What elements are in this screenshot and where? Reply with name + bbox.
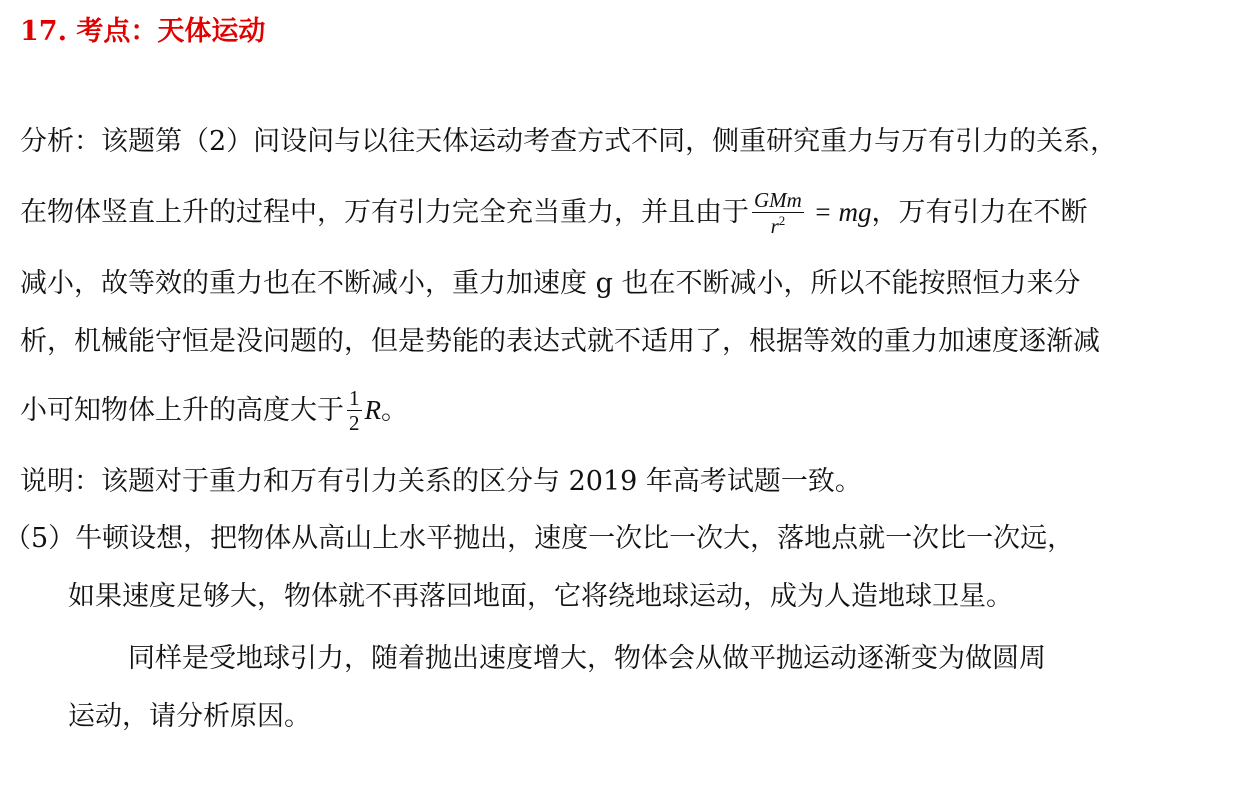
question-5-line-2: 如果速度足够大，物体就不再落回地面，它将绕地球运动，成为人造地球卫星。	[68, 581, 1013, 612]
analysis-line-2-post: ，万有引力在不断	[871, 197, 1088, 228]
half-numerator: 1	[349, 386, 360, 411]
analysis-line-5	[20, 380, 408, 440]
gravity-formula-numerator: GMm	[754, 187, 802, 212]
question-5-line-4: 运动，请分析原因。	[68, 701, 311, 732]
analysis-line-5-pre: 小可知物体上升的高度大于	[20, 395, 344, 426]
analysis-line-2-pre: 在物体竖直上升的过程中，万有引力完全充当重力，并且由于	[20, 197, 749, 228]
question-5-line-3: 同样是受地球引力，随着抛出速度增大，物体会从做平抛运动逐渐变为做圆周	[128, 643, 1046, 674]
question-5-line-1: （5）牛顿设想，把物体从高山上水平抛出，速度一次比一次大，落地点就一次比一次远，	[4, 523, 1075, 554]
half-fraction	[347, 387, 362, 435]
gravity-formula-den-exp: 2	[778, 212, 786, 228]
section-title: 17. 考点：天体运动	[20, 16, 266, 47]
analysis-line-1: 分析：该题第（2）问设问与以往天体运动考查方式不同，侧重研究重力与万有引力的关系，	[20, 126, 1118, 157]
gravity-formula-fraction	[752, 189, 804, 238]
half-denominator: 2	[349, 411, 360, 436]
analysis-line-2	[20, 182, 1088, 242]
radius-variable: R	[364, 395, 381, 425]
analysis-line-5-post: 。	[381, 395, 408, 426]
analysis-line-3: 减小，故等效的重力也在不断减小，重力加速度 g 也在不断减小，所以不能按照恒力来分	[20, 268, 1081, 299]
note-line: 说明：该题对于重力和万有引力关系的区分与 2019 年高考试题一致。	[20, 466, 862, 497]
analysis-line-4: 析，机械能守恒是没问题的，但是势能的表达式就不适用了，根据等效的重力加速度逐渐减	[20, 326, 1100, 357]
gravity-formula-rhs: = mg	[806, 197, 872, 227]
gravity-formula-denominator	[752, 213, 804, 238]
gravity-formula-den-var: r	[770, 213, 779, 238]
